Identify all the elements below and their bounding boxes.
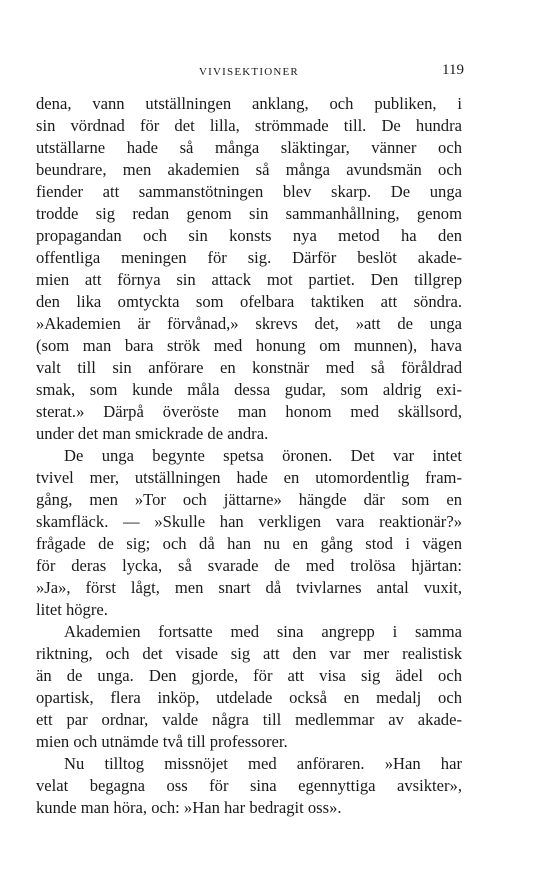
text-line: propagandan och sin konsts nya metod ha den: [36, 226, 462, 245]
running-title: VIVISEKTIONER: [199, 66, 299, 78]
text-line: trodde sig redan genom sin sammanhållning, genom: [36, 204, 462, 223]
text-line: tvivel mer, utställningen hade en utomordentlig fram-: [36, 468, 462, 487]
text-line: »Ja», först lågt, men snart då tvivlarnes antal vuxit,: [36, 578, 462, 597]
text-line: fiender att sammanstötningen blev skarp. De unga: [36, 182, 462, 201]
text-line: Akademien fortsatte med sina angrepp i samma: [64, 622, 462, 641]
paragraph: [36, 753, 462, 819]
text-line: riktning, och det visade sig att den var mer realistisk: [36, 644, 462, 663]
text-line: »Akademien är förvånad,» skrevs det, »att de unga: [36, 314, 462, 333]
text-line: opartisk, flera inköp, utdelade också en medalj och: [36, 688, 462, 707]
text-line: ett par ordnar, valde några till medlemmar av akade-: [36, 710, 462, 729]
text-line: gång, men »Tor och jättarne» hängde där som en: [36, 490, 462, 509]
paragraph: [36, 621, 462, 753]
paragraph: [36, 445, 462, 621]
text-line: utställarne hade så många släktingar, vänner och: [36, 138, 462, 157]
text-line: frågade de sig; och då han nu en gång stod i vägen: [36, 534, 462, 553]
page-number: 119: [442, 62, 464, 78]
text-line: beundrare, men akademien så många avundsmän och: [36, 160, 462, 179]
text-line: sin vördnad för det lilla, strömmade till. De hundra: [36, 116, 462, 135]
text-line: velat begagna oss för sina egennyttiga avsikter»,: [36, 776, 462, 795]
text-line: offentliga meningen för sig. Därför beslöt akade-: [36, 248, 462, 267]
text-line: (som man bara strök med honung om munnen), hava: [36, 336, 462, 355]
text-line: sterat.» Därpå överöste man honom med skällsord,: [36, 402, 462, 421]
text-line: än de unga. Den gjorde, för att visa sig ädel och: [36, 666, 462, 685]
text-line: under det man smickrade de andra.: [36, 424, 269, 443]
text-line: Nu tilltog missnöjet med anföraren. »Han har: [64, 754, 462, 773]
text-line: valt till sin anförare en konstnär med så föråldrad: [36, 358, 462, 377]
running-head: [36, 62, 462, 84]
text-line: litet högre.: [36, 600, 108, 619]
text-line: De unga begynte spetsa öronen. Det var intet: [64, 446, 462, 465]
text-line: kunde man höra, och: »Han har bedragit oss».: [36, 798, 342, 817]
text-line: dena, vann utställningen anklang, och publiken, i: [36, 94, 462, 113]
text-line: för deras lycka, så svarade de med trolösa hjärtan:: [36, 556, 462, 575]
text-line: mien och utnämde två till professorer.: [36, 732, 288, 751]
text-line: smak, som kunde måla dessa gudar, som aldrig exi-: [36, 380, 462, 399]
body-text: [36, 93, 462, 819]
text-line: skamfläck. — »Skulle han verkligen vara reaktionär?»: [36, 512, 462, 531]
text-line: den lika omtyckta som ofelbara taktiken att söndra.: [36, 292, 462, 311]
paragraph: [36, 93, 462, 445]
text-line: mien att förnya sin attack mot partiet. Den tillgrep: [36, 270, 462, 289]
